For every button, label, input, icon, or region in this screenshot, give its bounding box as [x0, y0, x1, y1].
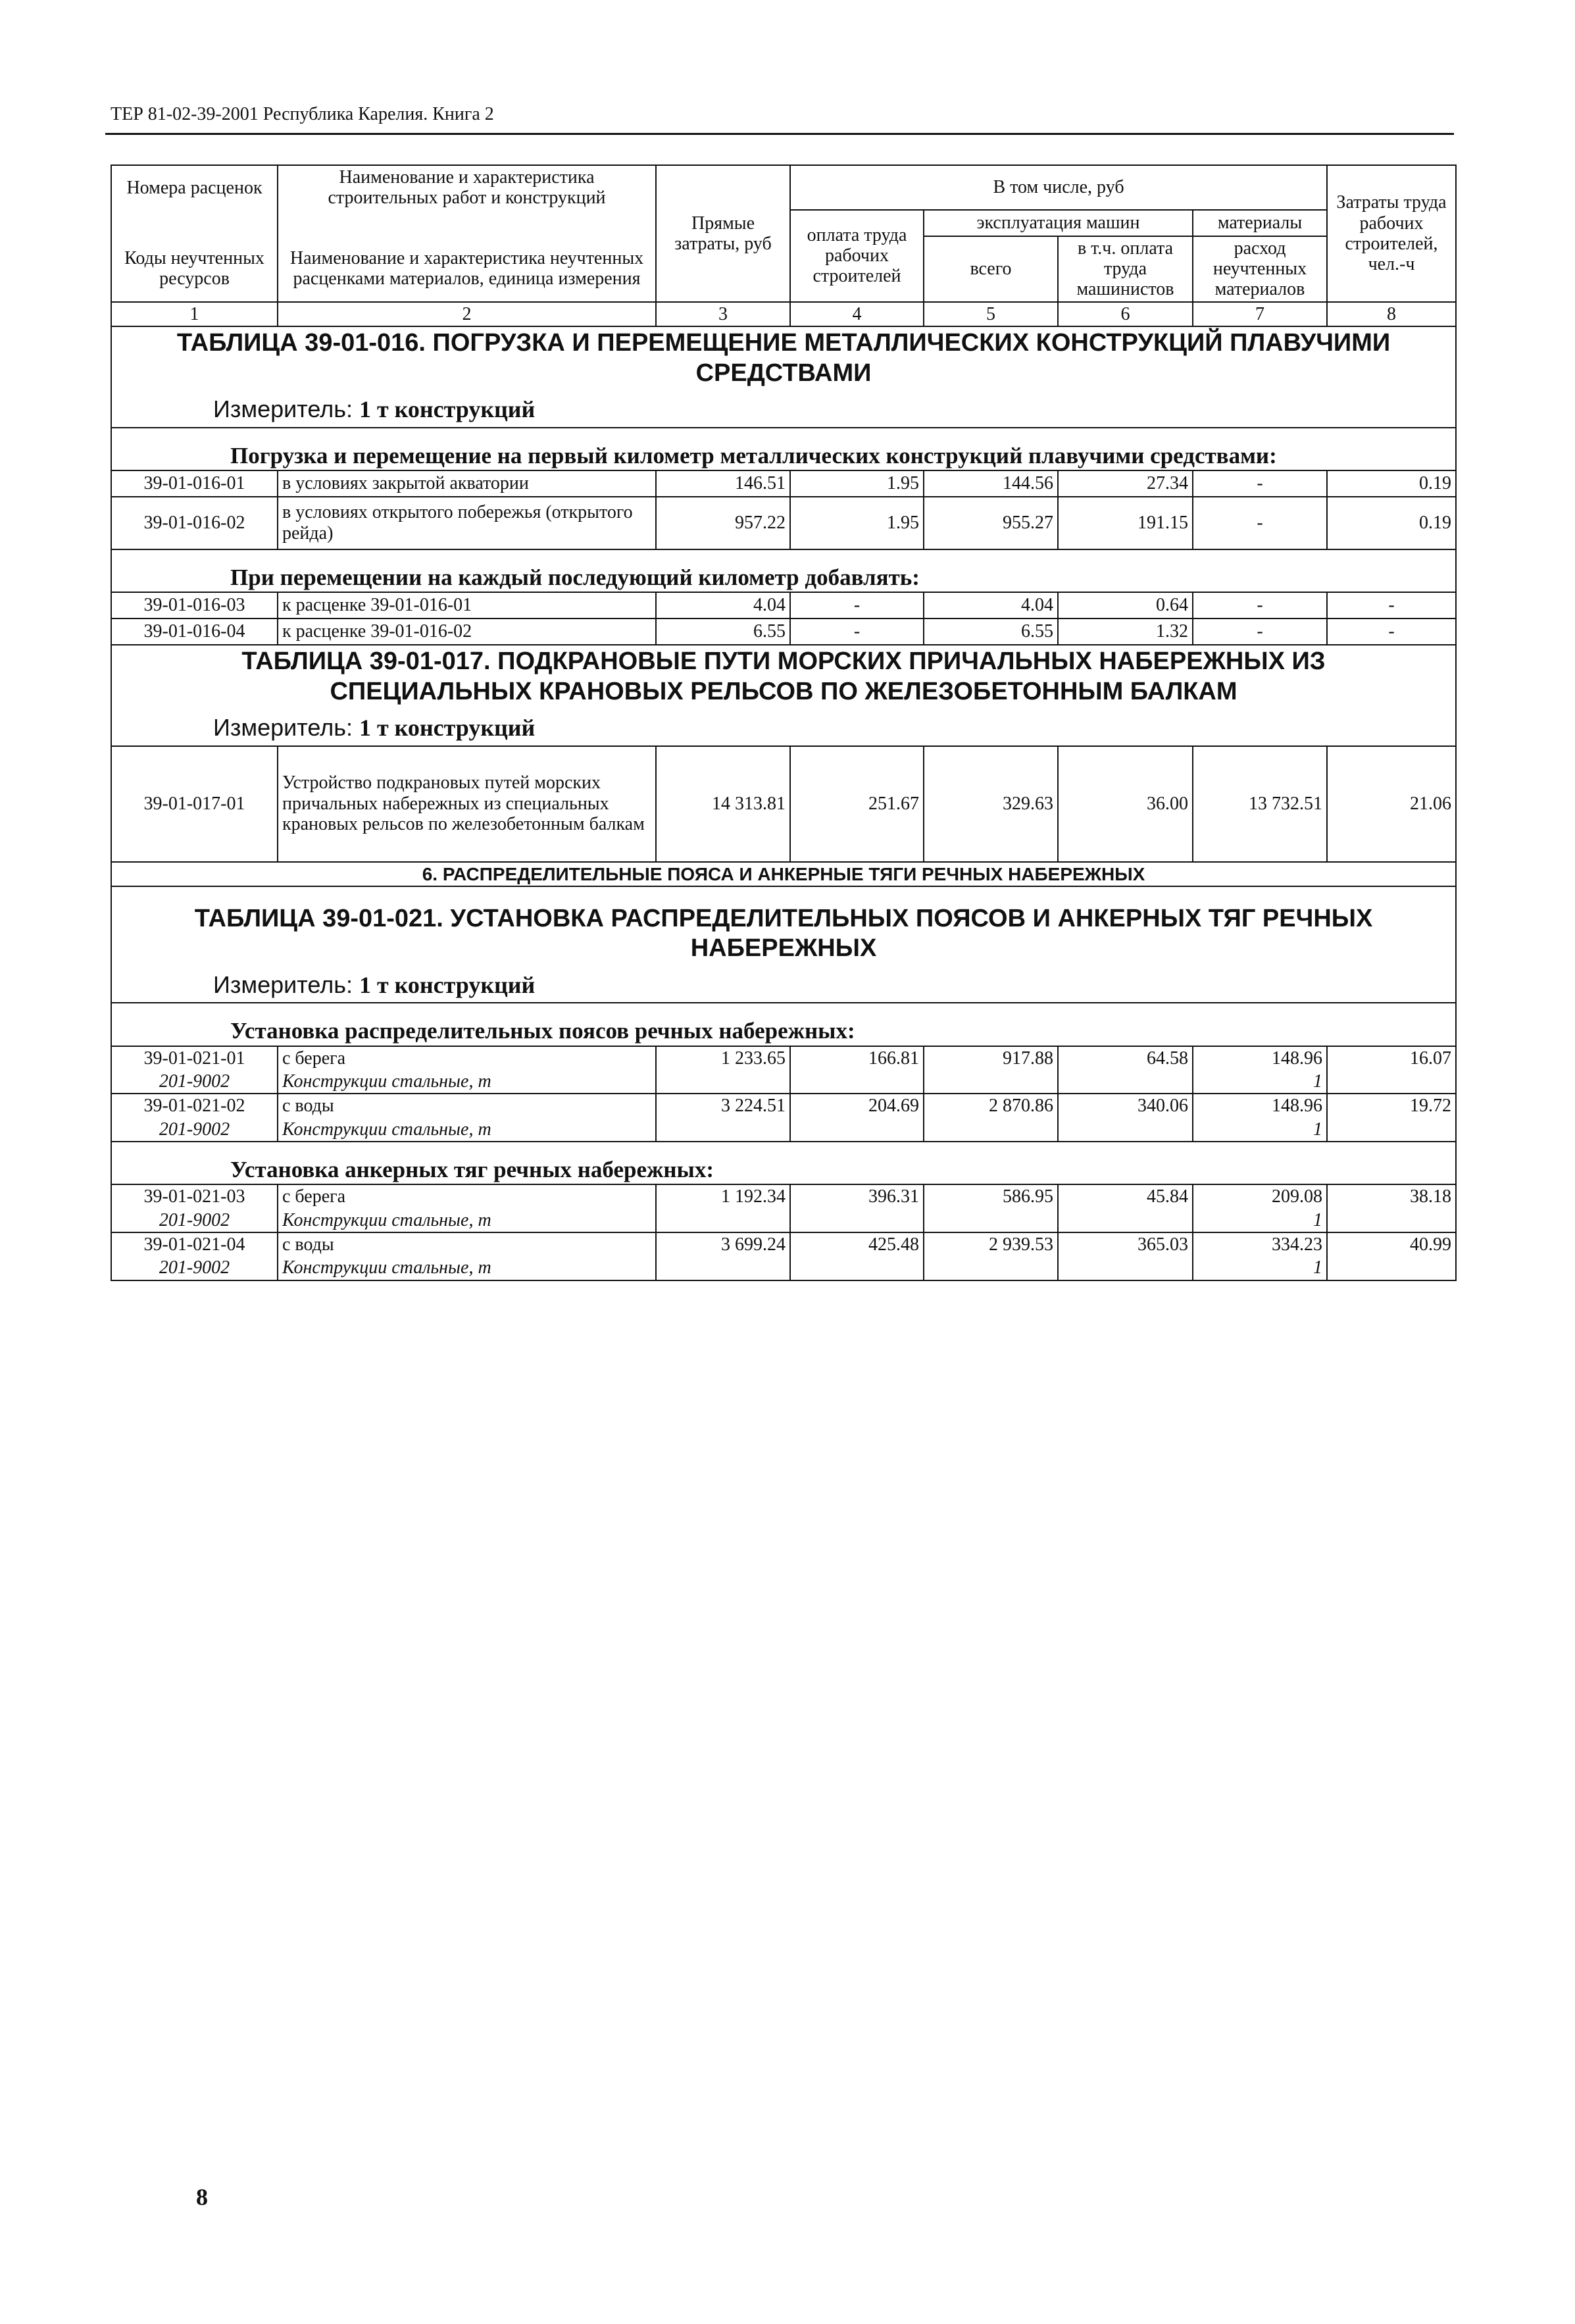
- col-name-top: Наименование и характеристика строительных работ и конструкций: [278, 165, 656, 210]
- col-name-bottom: Наименование и характеристика неучтенных расценками материалов, единица измерения: [278, 236, 656, 302]
- table-021-title-block: [111, 886, 1456, 1003]
- col-incl: В том числе, руб: [790, 165, 1327, 210]
- table-017-title-block: [111, 645, 1456, 746]
- resource-row: 201-9002 Конструкции стальные, т 1: [111, 1070, 1456, 1094]
- col-number: 7: [1193, 302, 1327, 326]
- col-machines: эксплуатация машин: [924, 210, 1193, 236]
- table-016-title: ТАБЛИЦА 39-01-016. ПОГРУЗКА И ПЕРЕМЕЩЕНИЕ МЕТАЛЛИЧЕСКИХ КОНСТРУКЦИЙ ПЛАВУЧИМИ СРЕДСТВАМИ: [176, 329, 1391, 387]
- table-016-group-2: При перемещении на каждый последующий километр добавлять:: [111, 549, 1456, 592]
- col-code-top: Номера расценок: [111, 165, 278, 210]
- col-code-spacer: [111, 210, 278, 236]
- col-hours: Затраты труда рабочих строителей, чел.-ч: [1327, 165, 1456, 302]
- col-labor: оплата труда рабочих строителей: [790, 210, 924, 302]
- col-materials-sub: расход неучтенных материалов: [1193, 236, 1327, 302]
- table-row: 39-01-016-01 в условиях закрытой акватории 146.51 1.95 144.56 27.34 - 0.19: [111, 470, 1456, 497]
- col-code-bottom: Коды неучтенных ресурсов: [111, 236, 278, 302]
- col-number: 2: [278, 302, 656, 326]
- col-direct: Прямые затраты, руб: [656, 165, 790, 302]
- table-016-meter: Измеритель: 1 т конструкций: [213, 395, 536, 423]
- table-021-meter: Измеритель: 1 т конструкций: [213, 971, 536, 999]
- table-021-group-1: Установка распределительных поясов речных набережных:: [111, 1003, 1456, 1046]
- table-021-title: ТАБЛИЦА 39-01-021. УСТАНОВКА РАСПРЕДЕЛИТЕЛЬНЫХ ПОЯСОВ И АНКЕРНЫХ ТЯГ РЕЧНЫХ НАБЕРЕЖНЫХ: [194, 904, 1373, 963]
- header-rule: [105, 133, 1454, 135]
- table-row: 39-01-021-03 с берега 1 192.34 396.31 586.95 45.84 209.08 38.18: [111, 1184, 1456, 1208]
- table-016-title-block: [111, 326, 1456, 428]
- page-number: 8: [196, 2184, 208, 2210]
- table-row: 39-01-021-02 с воды 3 224.51 204.69 2 870.86 340.06 148.96 19.72: [111, 1094, 1456, 1117]
- rates-table: [111, 164, 1457, 1281]
- table-row: 39-01-016-02 в условиях открытого побережья (открытого рейда) 957.22 1.95 955.27 191.15 - 0.19: [111, 497, 1456, 549]
- col-number: 6: [1058, 302, 1193, 326]
- table-row: 39-01-016-04 к расценке 39-01-016-02 6.55 - 6.55 1.32 - -: [111, 619, 1456, 645]
- table-row: 39-01-017-01 Устройство подкрановых путей морских причальных набережных из специальных крановых рельсов по железобетонным балкам 14 313.81 251.67 329.63 36.00 13 732.51 21.06: [111, 746, 1456, 862]
- col-number: 4: [790, 302, 924, 326]
- table-017-meter: Измеритель: 1 т конструкций: [213, 714, 536, 742]
- section-6-title: 6. РАСПРЕДЕЛИТЕЛЬНЫЕ ПОЯСА И АНКЕРНЫЕ ТЯГИ РЕЧНЫХ НАБЕРЕЖНЫХ: [111, 862, 1456, 886]
- table-017-title: ТАБЛИЦА 39-01-017. ПОДКРАНОВЫЕ ПУТИ МОРСКИХ ПРИЧАЛЬНЫХ НАБЕРЕЖНЫХ ИЗ СПЕЦИАЛЬНЫХ КРАНОВЫХ РЕЛЬСОВ ПО ЖЕЛЕЗОБЕТОННЫМ БАЛКАМ: [241, 647, 1326, 705]
- running-header: ТЕР 81-02-39-2001 Республика Карелия. Книга 2: [111, 104, 494, 124]
- col-number: 1: [111, 302, 278, 326]
- table-row: 39-01-021-01 с берега 1 233.65 166.81 917.88 64.58 148.96 16.07: [111, 1046, 1456, 1070]
- table-row: 39-01-021-04 с воды 3 699.24 425.48 2 939.53 365.03 334.23 40.99: [111, 1232, 1456, 1256]
- col-machines-total: всего: [924, 236, 1058, 302]
- resource-row: 201-9002 Конструкции стальные, т 1: [111, 1209, 1456, 1232]
- col-name-spacer: [278, 210, 656, 236]
- col-materials: материалы: [1193, 210, 1327, 236]
- resource-row: 201-9002 Конструкции стальные, т 1: [111, 1118, 1456, 1142]
- col-number: 5: [924, 302, 1058, 326]
- col-machines-labor: в т.ч. оплата труда машинистов: [1058, 236, 1193, 302]
- table-row: 39-01-016-03 к расценке 39-01-016-01 4.04 - 4.04 0.64 - -: [111, 592, 1456, 619]
- table-016-group-1: Погрузка и перемещение на первый километр металлических конструкций плавучими средствами:: [111, 428, 1456, 470]
- col-number: 8: [1327, 302, 1456, 326]
- table-021-group-2: Установка анкерных тяг речных набережных:: [111, 1142, 1456, 1184]
- col-number: 3: [656, 302, 790, 326]
- resource-row: 201-9002 Конструкции стальные, т 1: [111, 1256, 1456, 1280]
